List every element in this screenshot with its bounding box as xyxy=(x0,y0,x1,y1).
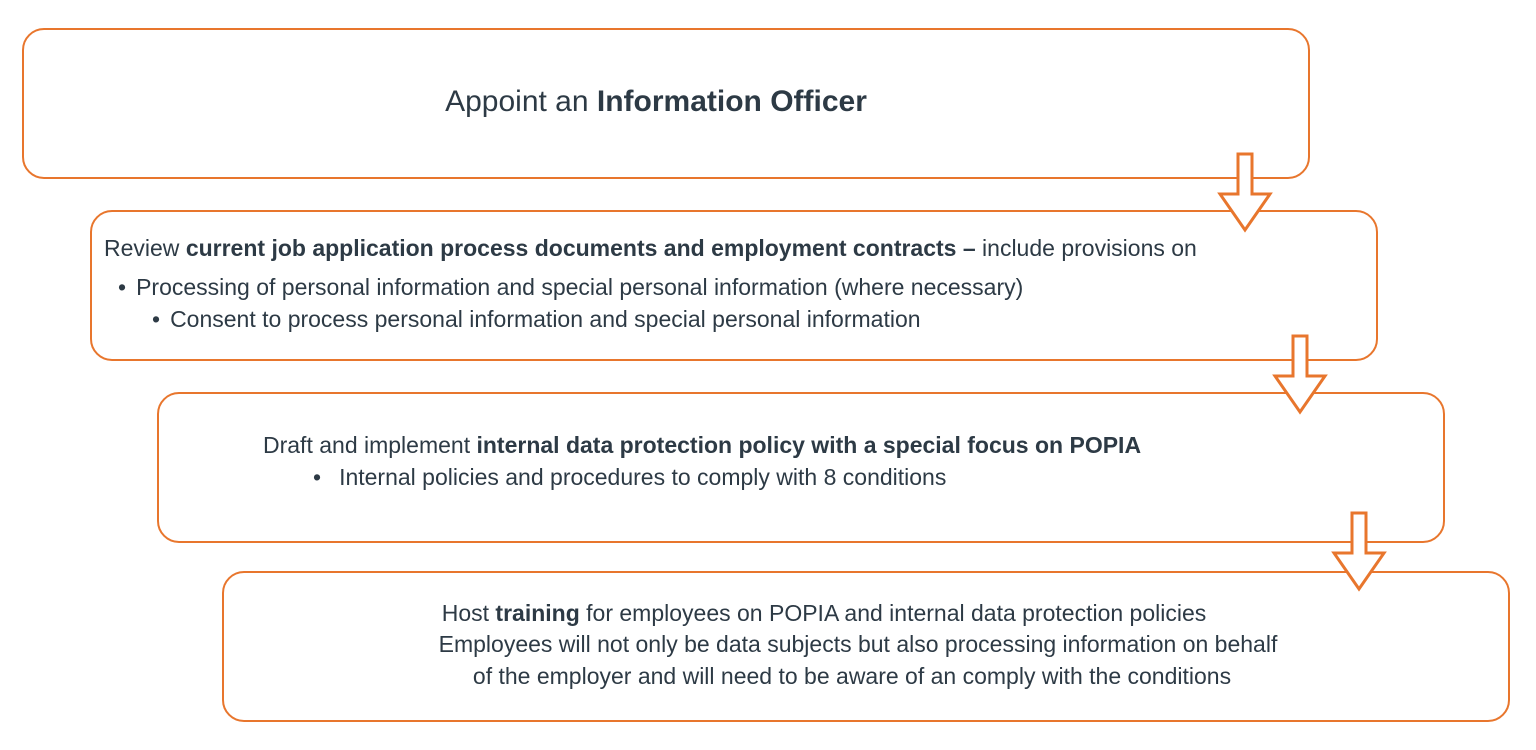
step-2-intro-suffix: include provisions on xyxy=(975,235,1197,261)
step-3-intro xyxy=(263,431,1141,459)
step-4-line-2: Employees will not only be data subjects but also processing information on behalf xyxy=(438,631,1278,657)
step-3-bullet-1 xyxy=(313,463,946,491)
step-1-title-bold: Information Officer xyxy=(596,85,867,118)
step-box-draft-policy xyxy=(157,392,1445,543)
step-2-bullet-1-text: Processing of personal information and special personal information (where necessary) xyxy=(136,274,1024,300)
step-box-host-training xyxy=(222,571,1510,722)
step-4-line-1-prefix: Host xyxy=(441,600,496,626)
step-4-line-3: of the employer and will need to be aware of an comply with the conditions xyxy=(472,663,1232,689)
step-2-intro xyxy=(104,234,1197,262)
down-arrow-icon xyxy=(1328,509,1390,593)
step-2-intro-bold: current job application process documents and employment contracts – xyxy=(185,235,976,261)
step-4-line-1-bold: training xyxy=(495,600,580,626)
step-box-review-documents xyxy=(90,210,1378,361)
bullet-dot: • xyxy=(118,274,127,300)
down-arrow-icon xyxy=(1269,332,1331,416)
step-1-title-prefix: Appoint an xyxy=(445,85,597,118)
down-arrow-icon xyxy=(1214,150,1276,234)
step-2-bullet-1 xyxy=(118,273,1023,301)
step-2-intro-prefix: Review xyxy=(104,235,186,261)
step-4-line-1-suffix: for employees on POPIA and internal data protection policies xyxy=(579,600,1207,626)
step-3-intro-prefix: Draft and implement xyxy=(263,432,477,458)
step-4-line-1 xyxy=(224,599,1424,627)
step-1-title xyxy=(24,84,1308,120)
step-box-appoint-officer xyxy=(22,28,1310,179)
step-3-intro-bold: internal data protection policy with a special focus on POPIA xyxy=(476,432,1142,458)
step-2-bullet-2-text: Consent to process personal information and special personal information xyxy=(170,306,921,332)
step-3-bullet-1-text: Internal policies and procedures to comply with 8 conditions xyxy=(339,464,947,490)
bullet-dot: • xyxy=(152,306,161,332)
step-2-bullet-2 xyxy=(152,305,921,333)
bullet-dot: • xyxy=(313,464,322,490)
